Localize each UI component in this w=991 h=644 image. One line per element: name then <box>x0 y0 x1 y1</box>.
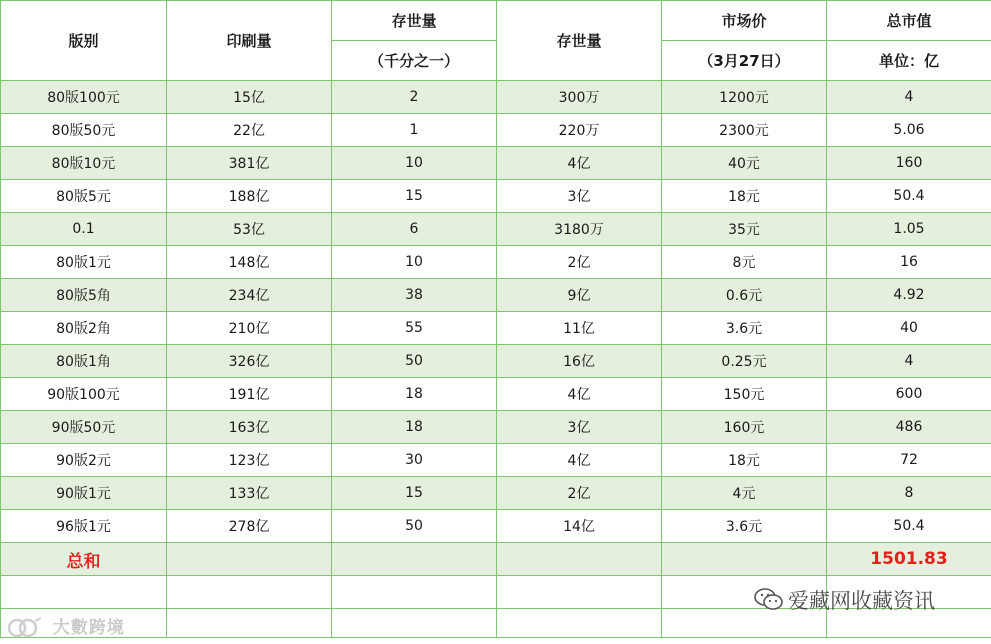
total-row <box>1 543 991 576</box>
cell-market-price: 18元 <box>662 444 827 477</box>
cell-survival-amount: 3180万 <box>497 213 662 246</box>
cell-edition: 0.1 <box>1 213 167 246</box>
table-row <box>1 81 991 114</box>
cell-print-volume: 381亿 <box>167 147 332 180</box>
cell-print-volume: 191亿 <box>167 378 332 411</box>
cell-survival-amount: 300万 <box>497 81 662 114</box>
empty-cell <box>332 609 497 638</box>
header-survival-rate: 存世量 <box>332 1 497 41</box>
cell-survival-amount: 14亿 <box>497 510 662 543</box>
cell-edition: 80版5元 <box>1 180 167 213</box>
header-edition: 版别 <box>1 1 167 81</box>
cell-total-value: 5.06 <box>827 114 991 147</box>
cell-edition: 80版100元 <box>1 81 167 114</box>
cell-market-price: 0.6元 <box>662 279 827 312</box>
cell-total-value: 40 <box>827 312 991 345</box>
cell-survival-amount: 2亿 <box>497 477 662 510</box>
empty-cell <box>662 543 827 576</box>
cell-print-volume: 326亿 <box>167 345 332 378</box>
header-print-volume: 印刷量 <box>167 1 332 81</box>
cell-print-volume: 148亿 <box>167 246 332 279</box>
empty-cell <box>167 543 332 576</box>
empty-cell <box>332 543 497 576</box>
cell-total-value: 486 <box>827 411 991 444</box>
cell-survival-amount: 4亿 <box>497 444 662 477</box>
cell-edition: 90版50元 <box>1 411 167 444</box>
cell-print-volume: 22亿 <box>167 114 332 147</box>
cell-survival-rate: 30 <box>332 444 497 477</box>
cell-survival-rate: 1 <box>332 114 497 147</box>
cell-survival-amount: 220万 <box>497 114 662 147</box>
table-row <box>1 213 991 246</box>
cell-print-volume: 210亿 <box>167 312 332 345</box>
cell-survival-amount: 9亿 <box>497 279 662 312</box>
cell-print-volume: 53亿 <box>167 213 332 246</box>
table-row <box>1 114 991 147</box>
header-total-value-unit: 单位：亿 <box>827 41 991 81</box>
cell-total-value: 600 <box>827 378 991 411</box>
cell-total-value: 160 <box>827 147 991 180</box>
cell-edition: 80版10元 <box>1 147 167 180</box>
cell-print-volume: 278亿 <box>167 510 332 543</box>
cell-survival-rate: 18 <box>332 411 497 444</box>
cell-survival-amount: 11亿 <box>497 312 662 345</box>
table-row <box>1 147 991 180</box>
empty-cell <box>497 543 662 576</box>
cell-market-price: 35元 <box>662 213 827 246</box>
cell-survival-amount: 16亿 <box>497 345 662 378</box>
table-row <box>1 312 991 345</box>
header-total-value: 总市值 <box>827 1 991 41</box>
empty-cell <box>1 576 167 609</box>
watermark-right <box>754 585 935 615</box>
empty-cell <box>497 609 662 638</box>
cell-total-value: 4.92 <box>827 279 991 312</box>
cell-survival-rate: 2 <box>332 81 497 114</box>
table-row <box>1 444 991 477</box>
table-row <box>1 345 991 378</box>
cell-market-price: 3.6元 <box>662 510 827 543</box>
cell-market-price: 4元 <box>662 477 827 510</box>
empty-cell <box>167 609 332 638</box>
total-label: 总和 <box>1 543 167 576</box>
cell-survival-amount: 4亿 <box>497 147 662 180</box>
header-market-price: 市场价 <box>662 1 827 41</box>
cell-print-volume: 163亿 <box>167 411 332 444</box>
cell-total-value: 4 <box>827 345 991 378</box>
cell-edition: 90版100元 <box>1 378 167 411</box>
cell-total-value: 72 <box>827 444 991 477</box>
cell-total-value: 1.05 <box>827 213 991 246</box>
cell-survival-rate: 10 <box>332 246 497 279</box>
table-row <box>1 411 991 444</box>
cell-survival-rate: 15 <box>332 180 497 213</box>
table-row <box>1 477 991 510</box>
header-survival-rate-unit: （千分之一） <box>332 41 497 81</box>
cell-market-price: 0.25元 <box>662 345 827 378</box>
cell-print-volume: 133亿 <box>167 477 332 510</box>
cell-print-volume: 188亿 <box>167 180 332 213</box>
cell-total-value: 50.4 <box>827 510 991 543</box>
cell-market-price: 40元 <box>662 147 827 180</box>
cell-total-value: 4 <box>827 81 991 114</box>
cell-survival-rate: 6 <box>332 213 497 246</box>
table-row <box>1 378 991 411</box>
brand-logo-icon <box>8 617 42 639</box>
cell-print-volume: 234亿 <box>167 279 332 312</box>
cell-survival-rate: 38 <box>332 279 497 312</box>
header-row <box>1 1 991 41</box>
cell-survival-rate: 55 <box>332 312 497 345</box>
table-row <box>1 180 991 213</box>
cell-edition: 90版1元 <box>1 477 167 510</box>
cell-total-value: 8 <box>827 477 991 510</box>
header-market-price-date: （3月27日） <box>662 41 827 81</box>
cell-edition: 90版2元 <box>1 444 167 477</box>
cell-edition: 80版5角 <box>1 279 167 312</box>
wechat-icon <box>754 587 784 613</box>
table-row <box>1 510 991 543</box>
cell-print-volume: 123亿 <box>167 444 332 477</box>
cell-survival-rate: 18 <box>332 378 497 411</box>
table-row <box>1 246 991 279</box>
cell-survival-rate: 50 <box>332 510 497 543</box>
cell-survival-rate: 15 <box>332 477 497 510</box>
empty-cell <box>497 576 662 609</box>
watermark-right-text: 爱藏网收藏资讯 <box>788 589 935 613</box>
watermark-left-text: 大數跨境 <box>52 618 125 638</box>
cell-market-price: 3.6元 <box>662 312 827 345</box>
cell-total-value: 50.4 <box>827 180 991 213</box>
cell-edition: 80版1角 <box>1 345 167 378</box>
cell-market-price: 160元 <box>662 411 827 444</box>
total-value: 1501.83 <box>827 543 991 576</box>
cell-market-price: 1200元 <box>662 81 827 114</box>
cell-survival-amount: 2亿 <box>497 246 662 279</box>
cell-survival-amount: 3亿 <box>497 180 662 213</box>
cell-market-price: 2300元 <box>662 114 827 147</box>
cell-market-price: 8元 <box>662 246 827 279</box>
cell-survival-rate: 10 <box>332 147 497 180</box>
cell-edition: 96版1元 <box>1 510 167 543</box>
cell-edition: 80版1元 <box>1 246 167 279</box>
cell-survival-rate: 50 <box>332 345 497 378</box>
cell-survival-amount: 3亿 <box>497 411 662 444</box>
empty-cell <box>167 576 332 609</box>
cell-survival-amount: 4亿 <box>497 378 662 411</box>
cell-market-price: 18元 <box>662 180 827 213</box>
header-survival-amount: 存世量 <box>497 1 662 81</box>
cell-edition: 80版2角 <box>1 312 167 345</box>
cell-total-value: 16 <box>827 246 991 279</box>
cell-print-volume: 15亿 <box>167 81 332 114</box>
watermark-left <box>8 613 125 639</box>
empty-cell <box>332 576 497 609</box>
table-row <box>1 279 991 312</box>
cell-market-price: 150元 <box>662 378 827 411</box>
cell-edition: 80版50元 <box>1 114 167 147</box>
